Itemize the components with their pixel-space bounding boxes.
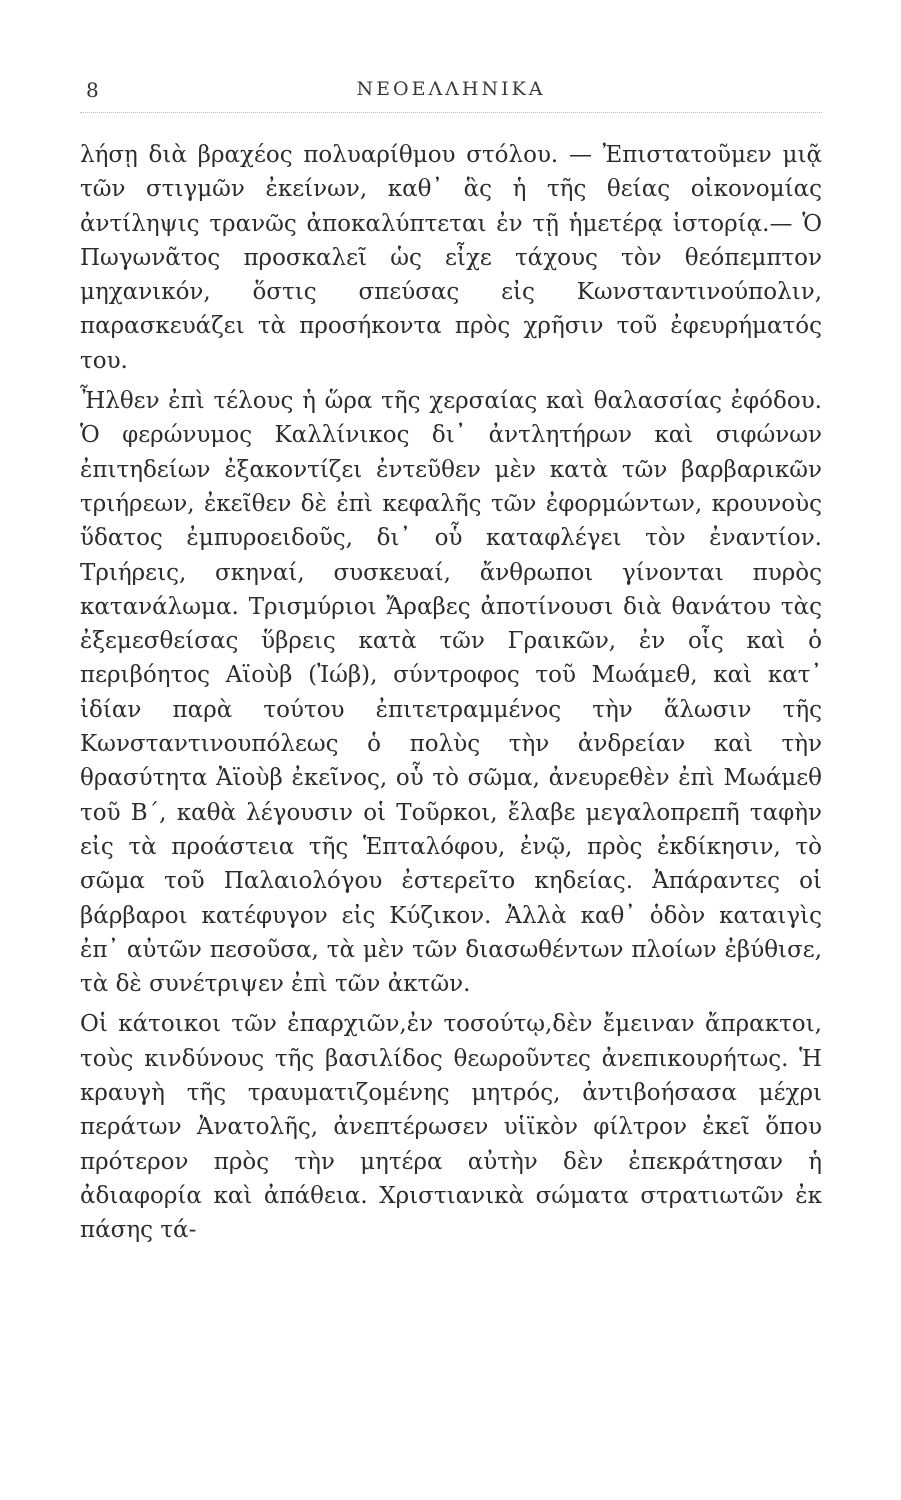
paragraph: λήσῃ διὰ βραχέος πολυαρίθμου στόλου. — Ἐπιστατοῦμεν μιᾷ τῶν στιγμῶν ἐκείνων, καθ᾽ ἃς ἡ τῆς θείας οἰκονομίας ἀντίληψις τρανῶς ἀποκαλύπτεται ἐν τῇ ἡμετέρᾳ ἱστορίᾳ.— Ὁ Πωγωνᾶτος προσκαλεῖ ὡς εἶχε τάχους τὸν θεόπεμπτον μηχανικόν, ὅστις σπεύσας εἰς Κωνσταντινούπολιν, παρασκευάζει τὰ προσήκοντα πρὸς χρῆσιν τοῦ ἐφευρήματός του. xyxy=(80,142,822,374)
header-rule xyxy=(80,112,822,113)
body-text xyxy=(80,138,822,1248)
running-title: ΝΕΟΕΛΛΗΝΙΚΑ xyxy=(356,78,546,100)
paragraph: Ἦλθεν ἐπὶ τέλους ἡ ὥρα τῆς χερσαίας καὶ θαλασσίας ἐφόδου. Ὁ φερώνυμος Καλλίνικος δι᾽ ἀντλητήρων καὶ σιφώνων ἐπιτηδείων ἐξακοντίζει ἐντεῦθεν μὲν κατὰ τῶν βαρβαρικῶν τριήρεων, ἐκεῖθεν δὲ ἐπὶ κεφαλῆς τῶν ἐφορμώντων, κρουνοὺς ὕδατος ἐμπυροειδοῦς, δι᾽ οὗ καταφλέγει τὸν ἐναντίον. Τριήρεις, σκηναί, συσκευαί, ἄνθρωποι γίνονται πυρὸς κατανάλωμα. Τρισμύριοι Ἄραβες ἀποτίνουσι διὰ θανάτου τὰς ἐξεμεσθείσας ὕβρεις κατὰ τῶν Γραικῶν, ἐν οἷς καὶ ὁ περιβόητος Αϊοὺβ (Ἰώβ), σύντροφος τοῦ Μωάμεθ, καὶ κατ᾽ ἰδίαν παρὰ τούτου ἐπιτετραμμένος τὴν ἅλωσιν τῆς Κωνσταντινουπόλεως ὁ πολὺς τὴν ἀνδρείαν καὶ τὴν θρασύτητα Ἀϊοὺβ ἐκεῖνος, οὗ τὸ σῶμα, ἀνευρεθὲν ἐπὶ Μωάμεθ τοῦ Β΄, καθὰ λέγουσιν οἱ Τοῦρκοι, ἔλαβε μεγαλοπρεπῆ ταφὴν εἰς τὰ προάστεια τῆς Ἑπταλόφου, ἐνῷ, πρὸς ἐκδίκησιν, τὸ σῶμα τοῦ Παλαιολόγου ἐστερεῖτο κηδείας. Ἀπάραντες οἱ βάρβαροι κατέφυγον εἰς Κύζικον. Ἀλλὰ καθ᾽ ὁδὸν καταιγὶς ἐπ᾽ αὐτῶν πεσοῦσα, τὰ μὲν τῶν διασωθέντων πλοίων ἐβύθισε, τὰ δὲ συνέτριψεν ἐπὶ τῶν ἀκτῶν. xyxy=(80,388,822,998)
paragraph: Οἱ κάτοικοι τῶν ἐπαρχιῶν,ἐν τοσούτῳ,δὲν ἔμειναν ἄπρακτοι, τοὺς κινδύνους τῆς βασιλίδος θεωροῦντες ἀνεπικουρήτως. Ἡ κραυγὴ τῆς τραυματιζομένης μητρός, ἀντιβοήσασα μέχρι περάτων Ἀνατολῆς, ἀνεπτέρωσεν υἱϊκὸν φίλτρον ἐκεῖ ὅπου πρότερον πρὸς τὴν μητέρα αὐτὴν δὲν ἐπεκράτησαν ἡ ἀδιαφορία καὶ ἀπάθεια. Χριστιανικὰ σώματα στρατιωτῶν ἐκ πάσης τά- xyxy=(80,1011,822,1244)
page-header xyxy=(80,72,822,112)
page-number: 8 xyxy=(86,78,99,102)
